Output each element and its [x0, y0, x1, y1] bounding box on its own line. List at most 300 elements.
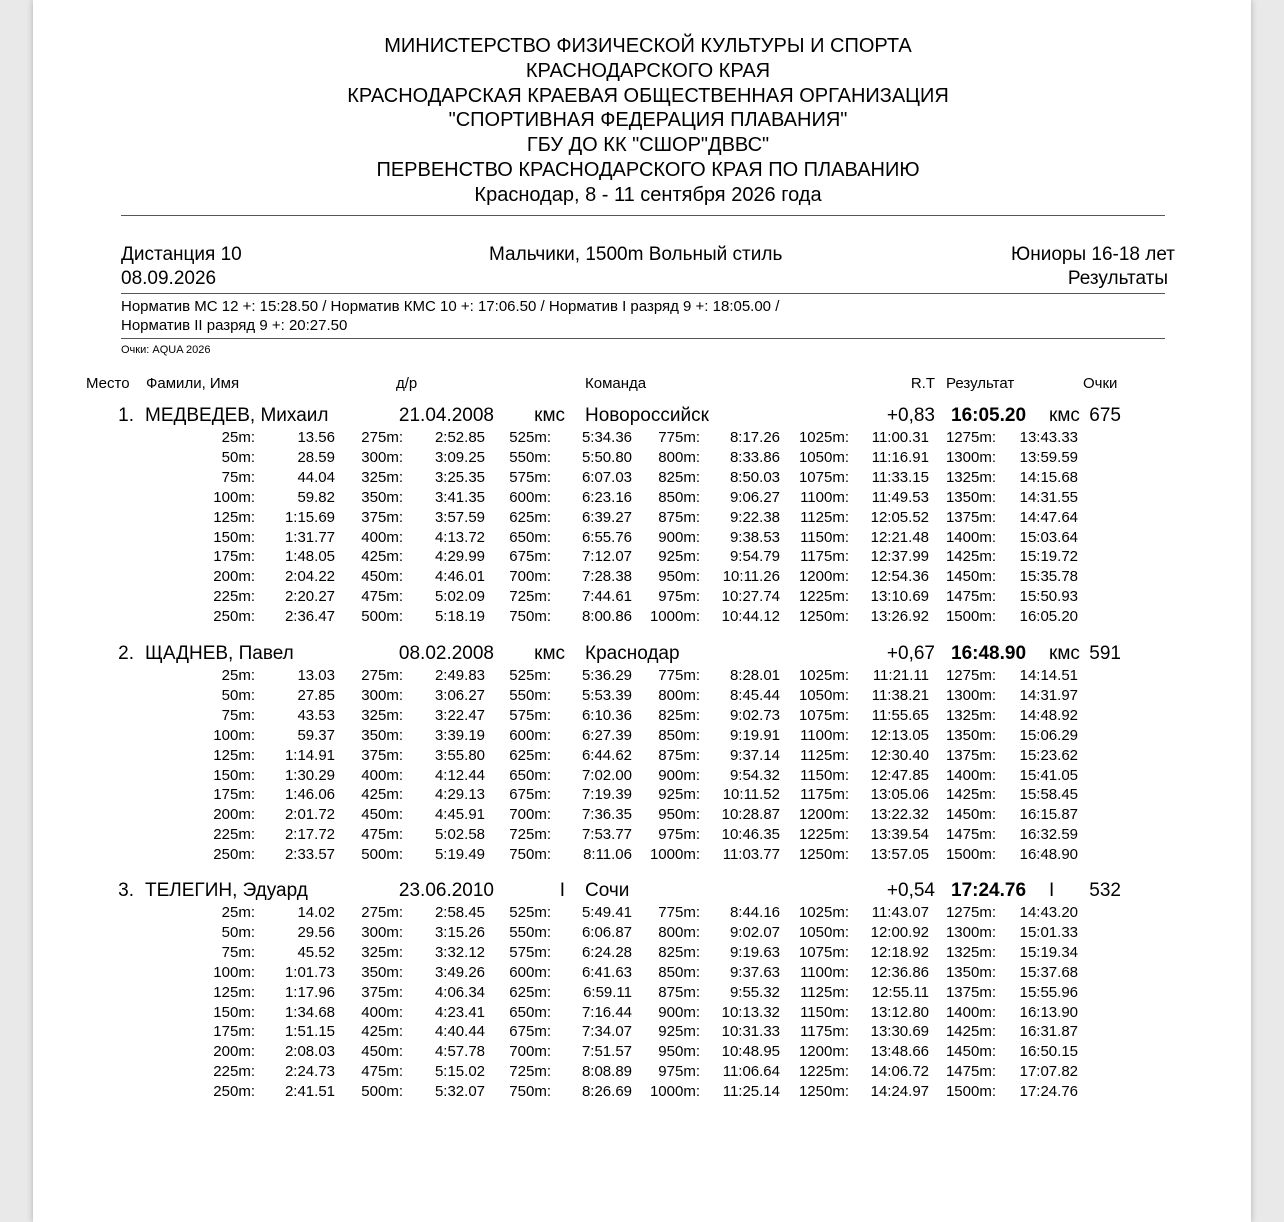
split-distance: 1000m:: [649, 1083, 700, 1100]
split-distance: 1075m:: [798, 469, 849, 486]
split-time: 11:00.31: [871, 429, 929, 446]
split-time: 15:03.64: [1019, 529, 1078, 546]
split-time: 4:57.78: [434, 1043, 485, 1060]
split-distance: 350m:: [361, 727, 403, 744]
split-distance: 75m:: [221, 707, 255, 724]
split-distance: 625m:: [509, 984, 551, 1001]
split-time: 7:36.35: [581, 806, 632, 823]
swimmer-rank: 2.: [118, 643, 134, 664]
split-time: 5:50.80: [581, 449, 632, 466]
split-time: 3:15.26: [434, 924, 485, 941]
split-distance: 225m:: [213, 588, 255, 605]
split-distance: 1325m:: [945, 944, 996, 961]
split-distance: 275m:: [361, 667, 403, 684]
split-time: 1:30.29: [284, 767, 335, 784]
split-time: 5:02.09: [434, 588, 485, 605]
split-time: 11:21.11: [872, 667, 929, 684]
split-distance: 625m:: [509, 509, 551, 526]
header-line-7: Краснодар, 8 - 11 сентября 2026 года: [474, 183, 822, 206]
split-time: 14:31.55: [1019, 489, 1078, 506]
split-time: 1:31.77: [284, 529, 335, 546]
split-distance: 1375m:: [945, 984, 996, 1001]
split-time: 28.59: [297, 449, 335, 466]
split-time: 5:18.19: [434, 608, 485, 625]
split-distance: 250m:: [213, 1083, 255, 1100]
split-time: 13:05.06: [870, 786, 929, 803]
split-time: 7:02.00: [581, 767, 632, 784]
header-line-2: КРАСНОДАРСКОГО КРАЯ: [525, 59, 771, 82]
split-time: 3:06.27: [434, 687, 485, 704]
split-time: 13:57.05: [870, 846, 929, 863]
split-time: 8:50.03: [729, 469, 780, 486]
split-time: 7:53.77: [581, 826, 632, 843]
swimmer-points: 675: [1089, 405, 1121, 426]
split-distance: 1100m:: [800, 489, 849, 506]
swimmer-rank: 3.: [118, 880, 134, 901]
split-time: 12:37.99: [870, 548, 929, 565]
split-time: 12:36.86: [870, 964, 929, 981]
split-time: 14:14.51: [1019, 667, 1078, 684]
split-distance: 325m:: [361, 707, 403, 724]
split-distance: 275m:: [361, 429, 403, 446]
split-time: 12:13.05: [870, 727, 929, 744]
split-distance: 700m:: [509, 1043, 551, 1060]
split-time: 16:32.59: [1019, 826, 1078, 843]
split-time: 4:29.13: [434, 786, 485, 803]
split-time: 11:55.65: [871, 707, 929, 724]
split-time: 15:35.78: [1019, 568, 1078, 585]
split-distance: 50m:: [221, 449, 255, 466]
split-distance: 1500m:: [945, 1083, 996, 1100]
split-time: 10:11.52: [722, 786, 780, 803]
split-distance: 75m:: [221, 469, 255, 486]
split-time: 44.04: [297, 469, 335, 486]
split-distance: 1150m:: [800, 529, 849, 546]
split-time: 15:01.33: [1019, 924, 1078, 941]
split-time: 6:24.28: [581, 944, 632, 961]
split-distance: 1100m:: [800, 727, 849, 744]
split-time: 10:11.26: [722, 568, 780, 585]
split-distance: 750m:: [509, 846, 551, 863]
split-distance: 1300m:: [945, 687, 996, 704]
split-time: 3:55.80: [434, 747, 485, 764]
split-time: 15:06.29: [1019, 727, 1078, 744]
split-time: 6:10.36: [581, 707, 632, 724]
split-time: 15:58.45: [1019, 786, 1078, 803]
split-time: 6:27.39: [581, 727, 632, 744]
split-time: 8:17.26: [729, 429, 780, 446]
split-distance: 1175m:: [800, 1023, 849, 1040]
split-time: 13.03: [297, 667, 335, 684]
split-distance: 725m:: [509, 1063, 551, 1080]
split-time: 13:59.59: [1019, 449, 1078, 466]
split-time: 10:46.35: [721, 826, 780, 843]
swimmer-rank: 1.: [118, 405, 134, 426]
split-time: 8:11.06: [583, 846, 632, 863]
split-time: 16:13.90: [1019, 1004, 1078, 1021]
split-distance: 750m:: [509, 608, 551, 625]
split-time: 1:46.06: [284, 786, 335, 803]
split-distance: 500m:: [361, 608, 403, 625]
split-time: 1:51.15: [284, 1023, 335, 1040]
split-distance: 975m:: [658, 1063, 700, 1080]
split-time: 5:15.02: [434, 1063, 485, 1080]
split-time: 8:00.86: [581, 608, 632, 625]
split-time: 9:38.53: [729, 529, 780, 546]
standards-line-2: Норматив II разряд 9 +: 20:27.50: [121, 317, 348, 334]
split-time: 7:16.44: [581, 1004, 632, 1021]
split-distance: 1275m:: [945, 667, 996, 684]
split-time: 9:54.32: [729, 767, 780, 784]
split-distance: 800m:: [658, 449, 700, 466]
col-dob: д/р: [396, 375, 418, 392]
swimmer-dob: 08.02.2008: [398, 643, 494, 664]
split-time: 16:31.87: [1019, 1023, 1078, 1040]
event-date: 08.09.2026: [121, 268, 217, 289]
split-time: 16:50.15: [1019, 1043, 1078, 1060]
split-time: 11:33.15: [871, 469, 929, 486]
split-time: 5:34.36: [581, 429, 632, 446]
split-distance: 450m:: [361, 568, 403, 585]
split-time: 14:47.64: [1019, 509, 1078, 526]
split-time: 10:28.87: [721, 806, 780, 823]
split-time: 9:55.32: [729, 984, 780, 1001]
swimmer-result-category: I: [1049, 880, 1055, 901]
split-distance: 1025m:: [798, 667, 849, 684]
swimmer-rank-category: кмс: [534, 405, 565, 426]
split-distance: 200m:: [213, 568, 255, 585]
split-time: 13:43.33: [1019, 429, 1078, 446]
swimmer-result-category: кмс: [1049, 643, 1080, 664]
split-distance: 375m:: [361, 984, 403, 1001]
swimmer-points: 591: [1089, 643, 1121, 664]
split-distance: 1050m:: [798, 687, 849, 704]
split-distance: 950m:: [658, 1043, 700, 1060]
split-distance: 125m:: [213, 984, 255, 1001]
split-distance: 850m:: [658, 489, 700, 506]
split-distance: 1125m:: [800, 509, 849, 526]
split-distance: 1325m:: [945, 707, 996, 724]
split-distance: 175m:: [213, 548, 255, 565]
split-distance: 1225m:: [798, 588, 849, 605]
split-distance: 675m:: [509, 786, 551, 803]
split-distance: 550m:: [509, 449, 551, 466]
split-time: 29.56: [297, 924, 335, 941]
document-header: [0, 34, 1284, 208]
split-distance: 1025m:: [798, 429, 849, 446]
swimmer-dob: 21.04.2008: [398, 405, 494, 426]
split-time: 12:00.92: [870, 924, 929, 941]
split-distance: 1350m:: [945, 727, 996, 744]
split-time: 45.52: [297, 944, 335, 961]
split-time: 6:23.16: [581, 489, 632, 506]
split-time: 2:17.72: [284, 826, 335, 843]
split-distance: 1200m:: [798, 1043, 849, 1060]
split-distance: 1375m:: [945, 509, 996, 526]
col-points: Очки: [1083, 375, 1118, 392]
swimmer-rank-category: I: [559, 880, 565, 901]
split-distance: 725m:: [509, 826, 551, 843]
split-time: 12:21.48: [870, 529, 929, 546]
split-distance: 250m:: [213, 846, 255, 863]
split-distance: 100m:: [213, 964, 255, 981]
split-time: 10:48.95: [721, 1043, 780, 1060]
split-time: 1:34.68: [284, 1004, 335, 1021]
split-distance: 1400m:: [945, 1004, 996, 1021]
split-time: 15:50.93: [1019, 588, 1078, 605]
split-distance: 25m:: [221, 904, 255, 921]
split-distance: 800m:: [658, 687, 700, 704]
split-time: 11:49.53: [871, 489, 929, 506]
split-distance: 975m:: [658, 826, 700, 843]
split-time: 12:05.52: [870, 509, 929, 526]
split-time: 3:22.47: [434, 707, 485, 724]
header-divider: [121, 215, 1165, 216]
split-time: 10:13.32: [721, 1004, 780, 1021]
split-time: 7:44.61: [581, 588, 632, 605]
split-time: 7:28.38: [581, 568, 632, 585]
split-distance: 1450m:: [945, 806, 996, 823]
split-distance: 1200m:: [798, 568, 849, 585]
split-time: 6:39.27: [581, 509, 632, 526]
split-time: 14:15.68: [1019, 469, 1078, 486]
swimmer-result-category: кмс: [1049, 405, 1080, 426]
split-distance: 775m:: [658, 667, 700, 684]
split-distance: 400m:: [361, 529, 403, 546]
split-time: 16:05.20: [1019, 608, 1078, 625]
swimmer-rank-category: кмс: [534, 643, 565, 664]
event-doc-type: Результаты: [1067, 268, 1168, 289]
split-distance: 325m:: [361, 469, 403, 486]
standards-line-1: Норматив МС 12 +: 15:28.50 / Норматив КМС 10 +: 17:06.50 / Норматив I разряд 9 +: 18:05.00 /: [121, 298, 780, 315]
split-distance: 350m:: [361, 964, 403, 981]
split-time: 9:02.73: [729, 707, 780, 724]
split-time: 13:48.66: [870, 1043, 929, 1060]
split-distance: 150m:: [213, 529, 255, 546]
split-time: 2:01.72: [284, 806, 335, 823]
split-time: 10:27.74: [721, 588, 780, 605]
split-time: 15:55.96: [1019, 984, 1078, 1001]
split-distance: 200m:: [213, 806, 255, 823]
split-distance: 500m:: [361, 1083, 403, 1100]
split-time: 3:39.19: [434, 727, 485, 744]
split-distance: 225m:: [213, 1063, 255, 1080]
split-time: 2:04.22: [284, 568, 335, 585]
split-time: 3:57.59: [434, 509, 485, 526]
split-time: 3:49.26: [434, 964, 485, 981]
split-time: 1:17.96: [284, 984, 335, 1001]
split-time: 11:43.07: [871, 904, 929, 921]
split-time: 8:26.69: [581, 1083, 632, 1100]
swimmer-result: 16:05.20: [951, 405, 1027, 426]
split-distance: 1150m:: [800, 767, 849, 784]
split-distance: 1400m:: [945, 529, 996, 546]
split-time: 2:41.51: [284, 1083, 335, 1100]
swimmer-result: 17:24.76: [951, 880, 1027, 901]
split-distance: 1075m:: [798, 944, 849, 961]
split-time: 13.56: [297, 429, 335, 446]
split-distance: 150m:: [213, 1004, 255, 1021]
split-time: 6:55.76: [581, 529, 632, 546]
split-distance: 350m:: [361, 489, 403, 506]
split-distance: 1225m:: [798, 1063, 849, 1080]
split-distance: 575m:: [509, 469, 551, 486]
split-distance: 1000m:: [649, 608, 700, 625]
split-distance: 425m:: [361, 1023, 403, 1040]
split-distance: 75m:: [221, 944, 255, 961]
split-distance: 550m:: [509, 687, 551, 704]
swimmer-reaction-time: +0,67: [886, 643, 935, 664]
split-distance: 375m:: [361, 509, 403, 526]
split-time: 15:19.72: [1019, 548, 1078, 565]
split-distance: 125m:: [213, 509, 255, 526]
split-distance: 250m:: [213, 608, 255, 625]
split-distance: 1075m:: [798, 707, 849, 724]
split-time: 15:37.68: [1019, 964, 1078, 981]
split-time: 11:06.64: [722, 1063, 780, 1080]
split-distance: 1475m:: [945, 1063, 996, 1080]
split-time: 11:25.14: [722, 1083, 780, 1100]
split-time: 10:31.33: [721, 1023, 780, 1040]
split-time: 11:03.77: [722, 846, 780, 863]
split-time: 8:45.44: [729, 687, 780, 704]
split-distance: 300m:: [361, 924, 403, 941]
split-distance: 175m:: [213, 786, 255, 803]
split-distance: 425m:: [361, 786, 403, 803]
split-time: 59.82: [297, 489, 335, 506]
split-distance: 900m:: [658, 1004, 700, 1021]
split-distance: 225m:: [213, 826, 255, 843]
swimmer-team: Сочи: [585, 880, 630, 901]
swimmer-reaction-time: +0,54: [886, 880, 935, 901]
split-distance: 925m:: [658, 786, 700, 803]
split-distance: 400m:: [361, 767, 403, 784]
split-time: 11:16.91: [871, 449, 929, 466]
split-distance: 650m:: [509, 529, 551, 546]
split-distance: 875m:: [658, 747, 700, 764]
split-distance: 1275m:: [945, 429, 996, 446]
split-distance: 25m:: [221, 667, 255, 684]
header-line-5: ГБУ ДО КК "СШОР"ДВВС": [526, 134, 770, 157]
split-distance: 925m:: [658, 548, 700, 565]
split-distance: 50m:: [221, 687, 255, 704]
split-time: 14:06.72: [870, 1063, 929, 1080]
split-time: 1:48.05: [284, 548, 335, 565]
split-time: 14:48.92: [1019, 707, 1078, 724]
split-distance: 575m:: [509, 707, 551, 724]
split-time: 13:12.80: [870, 1004, 929, 1021]
split-time: 8:44.16: [729, 904, 780, 921]
split-time: 9:37.63: [729, 964, 780, 981]
split-distance: 1000m:: [649, 846, 700, 863]
split-distance: 100m:: [213, 727, 255, 744]
split-distance: 475m:: [361, 588, 403, 605]
split-time: 9:19.91: [729, 727, 780, 744]
split-distance: 875m:: [658, 509, 700, 526]
split-distance: 1425m:: [945, 786, 996, 803]
split-distance: 300m:: [361, 449, 403, 466]
split-distance: 675m:: [509, 548, 551, 565]
split-time: 2:33.57: [284, 846, 335, 863]
split-time: 12:30.40: [870, 747, 929, 764]
split-distance: 1225m:: [798, 826, 849, 843]
event-divider: [121, 293, 1165, 294]
split-time: 14:43.20: [1019, 904, 1078, 921]
split-time: 17:24.76: [1019, 1083, 1078, 1100]
col-place: Место: [86, 375, 130, 392]
header-line-6: ПЕРВЕНСТВО КРАСНОДАРСКОГО КРАЯ ПО ПЛАВАНИЮ: [376, 158, 920, 181]
split-distance: 1275m:: [945, 904, 996, 921]
split-distance: 475m:: [361, 826, 403, 843]
split-time: 8:28.01: [729, 667, 780, 684]
split-distance: 700m:: [509, 568, 551, 585]
split-distance: 825m:: [658, 469, 700, 486]
split-time: 4:29.99: [434, 548, 485, 565]
split-distance: 525m:: [509, 667, 551, 684]
split-time: 12:47.85: [870, 767, 929, 784]
split-time: 4:46.01: [434, 568, 485, 585]
split-distance: 450m:: [361, 1043, 403, 1060]
split-distance: 825m:: [658, 707, 700, 724]
split-distance: 800m:: [658, 924, 700, 941]
swimmer-result: 16:48.90: [951, 643, 1027, 664]
split-time: 5:19.49: [434, 846, 485, 863]
split-time: 13:39.54: [870, 826, 929, 843]
split-time: 7:51.57: [581, 1043, 632, 1060]
split-time: 13:22.32: [870, 806, 929, 823]
split-distance: 1400m:: [945, 767, 996, 784]
split-time: 59.37: [297, 727, 335, 744]
split-distance: 850m:: [658, 964, 700, 981]
split-distance: 1500m:: [945, 846, 996, 863]
split-distance: 1050m:: [798, 924, 849, 941]
split-time: 1:01.73: [284, 964, 335, 981]
split-distance: 850m:: [658, 727, 700, 744]
split-time: 4:23.41: [434, 1004, 485, 1021]
split-distance: 200m:: [213, 1043, 255, 1060]
split-time: 14:31.97: [1019, 687, 1078, 704]
split-distance: 150m:: [213, 767, 255, 784]
split-distance: 475m:: [361, 1063, 403, 1080]
split-time: 5:32.07: [434, 1083, 485, 1100]
split-distance: 100m:: [213, 489, 255, 506]
split-time: 10:44.12: [721, 608, 780, 625]
split-distance: 1125m:: [800, 747, 849, 764]
split-distance: 1250m:: [798, 1083, 849, 1100]
split-time: 9:54.79: [729, 548, 780, 565]
split-time: 9:19.63: [729, 944, 780, 961]
split-time: 27.85: [297, 687, 335, 704]
split-distance: 1450m:: [945, 568, 996, 585]
split-time: 11:38.21: [871, 687, 929, 704]
split-time: 13:10.69: [870, 588, 929, 605]
split-distance: 25m:: [221, 429, 255, 446]
split-distance: 1425m:: [945, 548, 996, 565]
col-rt: R.T: [910, 375, 935, 392]
split-distance: 425m:: [361, 548, 403, 565]
split-distance: 775m:: [658, 904, 700, 921]
split-distance: 1025m:: [798, 904, 849, 921]
split-time: 14.02: [297, 904, 335, 921]
split-time: 7:34.07: [581, 1023, 632, 1040]
swimmer-points: 532: [1089, 880, 1121, 901]
split-distance: 950m:: [658, 806, 700, 823]
split-time: 4:12.44: [434, 767, 485, 784]
split-distance: 600m:: [509, 489, 551, 506]
split-time: 3:41.35: [434, 489, 485, 506]
split-time: 2:58.45: [434, 904, 485, 921]
split-time: 2:24.73: [284, 1063, 335, 1080]
